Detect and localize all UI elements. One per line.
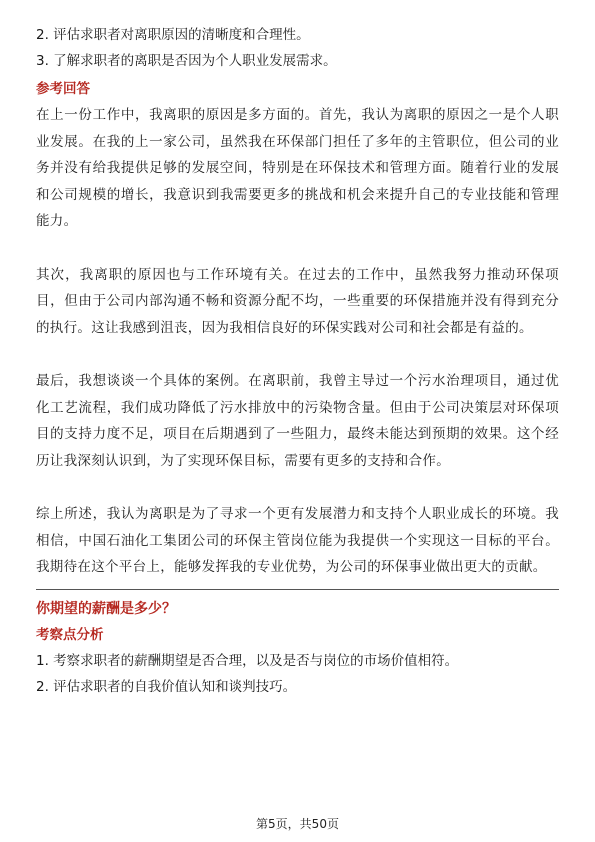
section-divider <box>36 589 559 590</box>
question-heading: 你期望的薪酬是多少？ <box>36 600 176 617</box>
answer-paragraph-4: 综上所述，我认为离职是为了寻求一个更有发展潜力和支持个人职业成长的环境。我相信，中国石油化工集团公司的环保主管岗位能为我提供一个实现这一目标的平台。我期待在这个平台上，能够发挥我的专业优势，为公司的环保事业做出更大的贡献。 <box>36 506 559 575</box>
reference-answer-heading: 参考回答 <box>36 81 90 97</box>
answer-paragraph-1: 在上一份工作中，我离职的原因是多方面的。首先，我认为离职的原因之一是个人职业发展。在我的上一家公司，虽然我在环保部门担任了多年的主管职位，但公司的业务并没有给我提供足够的发展空间，特别是在环保技术和管理方面。随着行业的发展和公司规模的增长，我意识到我需要更多的挑战和机会来提升自己的专业技能和管理能力。 <box>36 107 559 229</box>
answer-paragraph-3: 最后，我想谈谈一个具体的案例。在离职前，我曾主导过一个污水治理项目，通过优化工艺流程，我们成功降低了污水排放中的污染物含量。但由于公司决策层对环保项目的支持力度不足，项目在后期遇到了一些阻力，最终未能达到预期的效果。这个经历让我深刻认识到，为了实现环保目标，需要有更多的支持和合作。 <box>36 373 559 469</box>
answer-paragraph-2: 其次，我离职的原因也与工作环境有关。在过去的工作中，虽然我努力推动环保项目，但由于公司内部沟通不畅和资源分配不均，一些重要的环保措施并没有得到充分的执行。这让我感到沮丧，因为我相信良好的环保实践对公司和社会都是有益的。 <box>36 266 559 336</box>
document-page <box>36 22 559 700</box>
analysis-item-2: 2. 评估求职者的自我价值认知和谈判技巧。 <box>36 678 297 695</box>
criteria-item-2: 2. 评估求职者对离职原因的清晰度和合理性。 <box>36 27 310 43</box>
analysis-heading: 考察点分析 <box>36 626 104 643</box>
analysis-item-1: 1. 考察求职者的薪酬期望是否合理，以及是否与岗位的市场价值相符。 <box>36 652 459 669</box>
criteria-item-3: 3. 了解求职者的离职是否因为个人职业发展需求。 <box>36 53 337 69</box>
page-number: 第5页，共50页 <box>256 817 339 831</box>
